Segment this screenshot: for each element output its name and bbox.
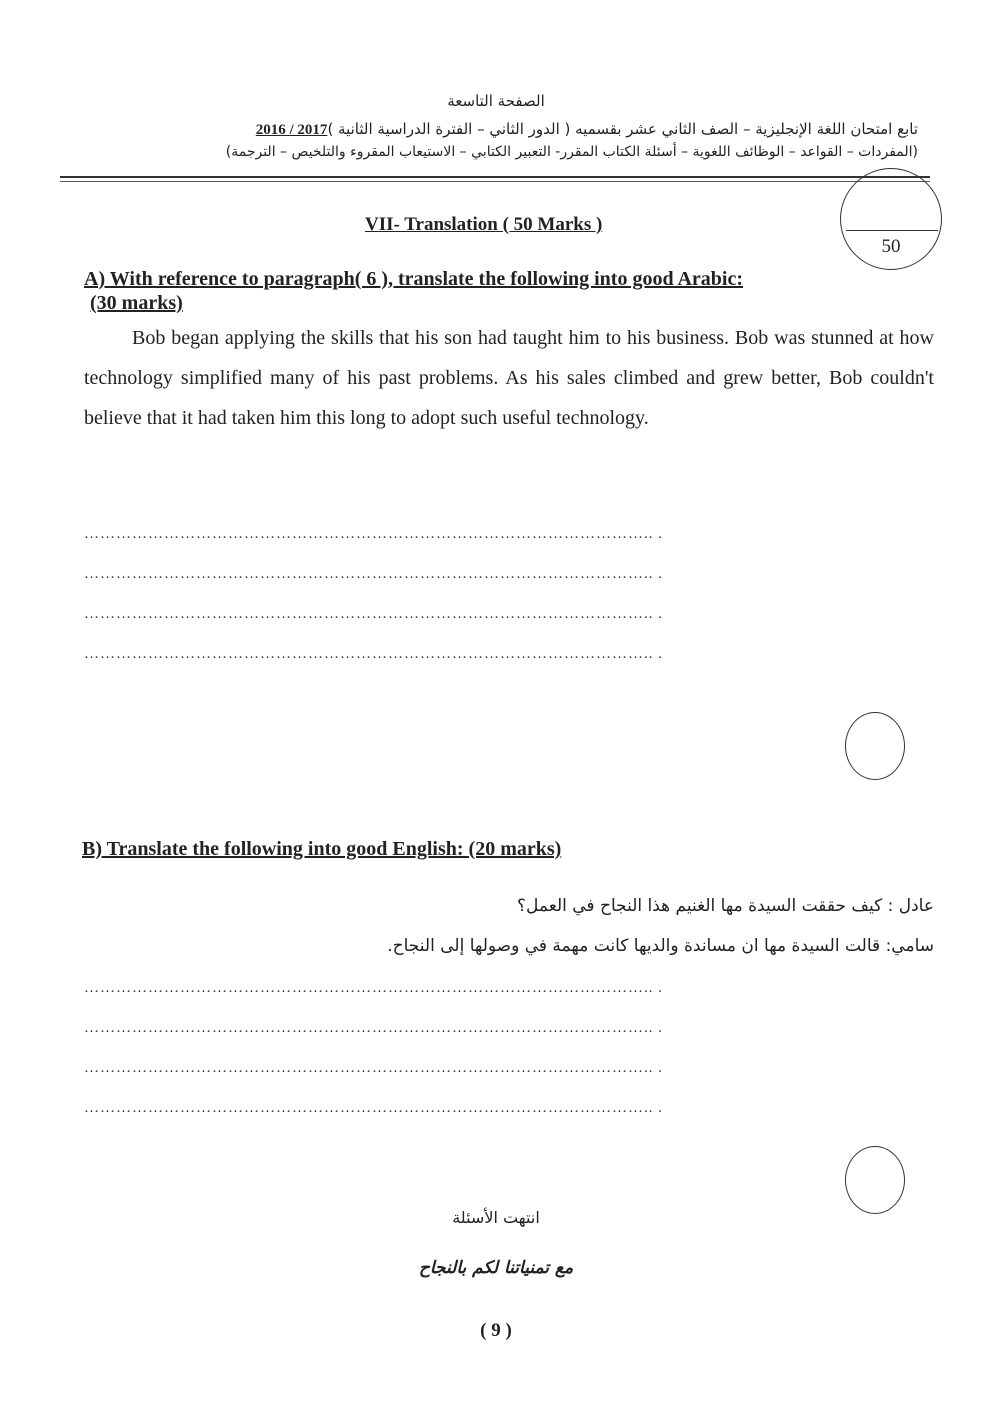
answer-line[interactable]: …………………………………………………………………………………………….. .: [84, 1020, 663, 1036]
answer-line[interactable]: …………………………………………………………………………………………….. .: [84, 526, 663, 542]
header-divider-thin: [60, 181, 930, 182]
exam-year: 2016 / 2017: [255, 122, 328, 138]
header-divider: [60, 176, 930, 178]
answer-line[interactable]: …………………………………………………………………………………………….. .: [84, 566, 663, 582]
exam-title: تابع امتحان اللغة الإنجليزية – الصف الثاني عشر بقسميه ( الدور الثاني – الفترة الدراسية الثانية ): [327, 120, 918, 138]
score-max: 50: [881, 236, 901, 257]
good-luck-wish: مع تمنياتنا لكم بالنجاح: [418, 1258, 574, 1278]
score-divider: [846, 230, 938, 231]
answer-line[interactable]: …………………………………………………………………………………………….. .: [84, 646, 663, 662]
section-title: VII- Translation ( 50 Marks ): [365, 214, 603, 235]
part-b-instruction: B) Translate the following into good English: (20 marks): [82, 838, 562, 860]
page-label: الصفحة التاسعة: [447, 92, 545, 110]
part-a-marks: (30 marks): [90, 292, 183, 314]
part-a-instruction: A) With reference to paragraph( 6 ), translate the following into good Arabic:: [84, 268, 744, 290]
part-a-paragraph: Bob began applying the skills that his son had taught him to his business. Bob was stunned at how technology simplified many of his past problems. As his sales climbed and grew better, Bob couldn't believe that it had taken him this long to adopt such useful technology.: [84, 327, 934, 429]
arabic-dialogue-line: سامي: قالت السيدة مها ان مساندة والديها كانت مهمة في وصولها إلى النجاح.: [387, 936, 934, 956]
answer-line[interactable]: …………………………………………………………………………………………….. .: [84, 606, 663, 622]
answer-line[interactable]: …………………………………………………………………………………………….. .: [84, 1060, 663, 1076]
end-of-questions: انتهت الأسئلة: [452, 1208, 540, 1227]
page-number: ( 9 ): [480, 1320, 512, 1341]
answer-line[interactable]: …………………………………………………………………………………………….. .: [84, 980, 663, 996]
answer-line[interactable]: …………………………………………………………………………………………….. .: [84, 1100, 663, 1116]
mark-circle: [845, 712, 905, 780]
exam-header-line: [128, 120, 918, 139]
exam-topics-line: (المفردات – القواعد – الوظائف اللغوية – أسئلة الكتاب المقرر- التعبير الكتابي – الاستيعاب المقروء والتلخيص – الترجمة): [225, 144, 918, 160]
arabic-dialogue-line: عادل : كيف حققت السيدة مها الغنيم هذا النجاح في العمل؟: [517, 896, 934, 916]
mark-circle: [845, 1146, 905, 1214]
